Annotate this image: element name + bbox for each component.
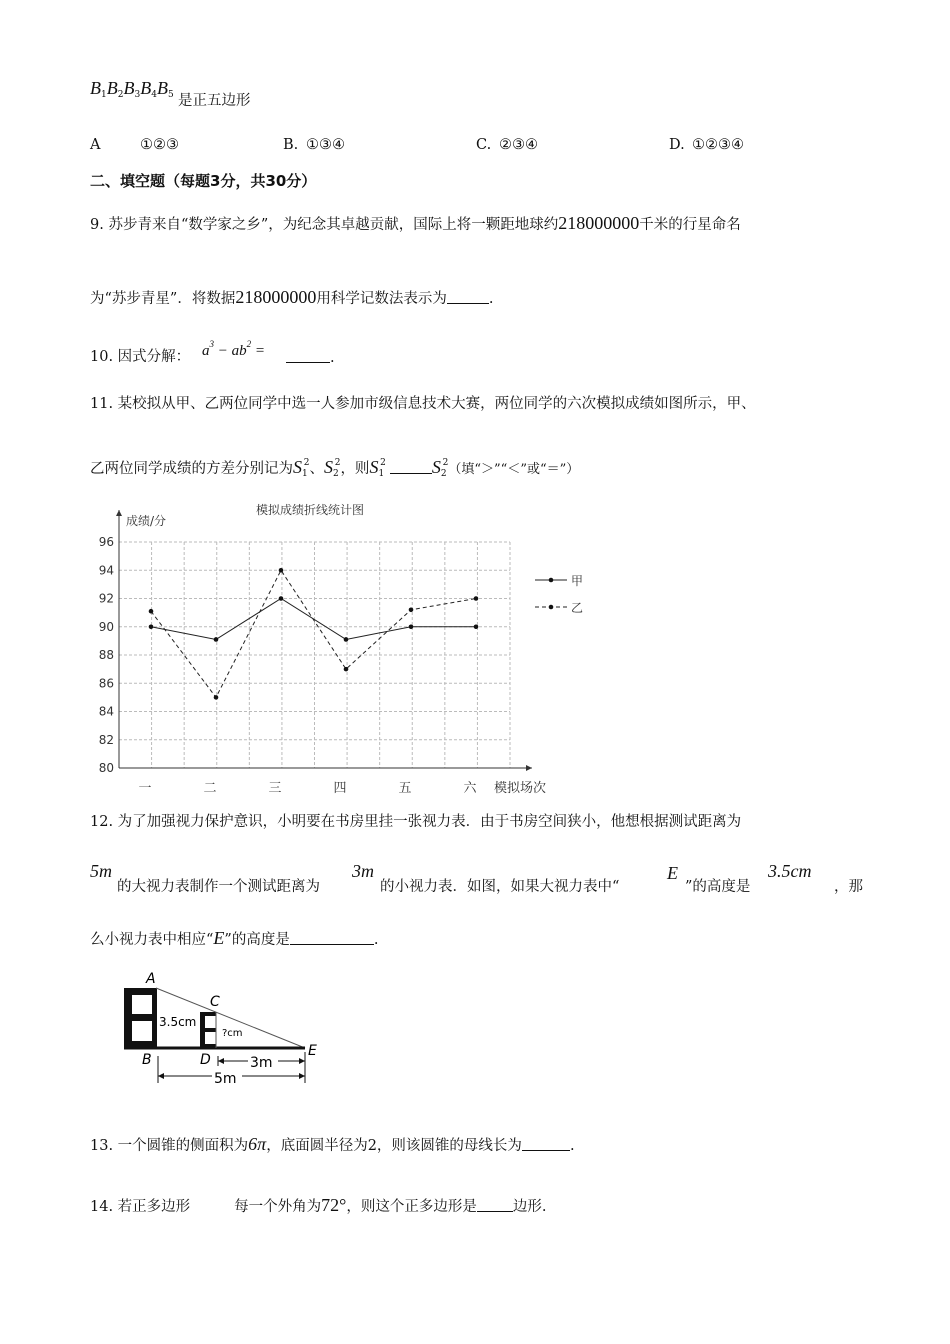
q12-period: . xyxy=(373,932,379,948)
option-b-value: ①③④ xyxy=(306,137,345,153)
x-tick-label: 六 xyxy=(463,781,477,796)
q11-number: 11. xyxy=(90,396,114,412)
legend-label: 乙 xyxy=(571,601,584,615)
q12-line2d: ，那 xyxy=(834,879,863,895)
q12-text: 为了加强视力保护意识，小明要在书房里挂一张视力表．由于书房空间狭小，他想根据测试距离为 xyxy=(117,814,742,830)
data-point xyxy=(149,624,154,629)
eye-chart-figure xyxy=(112,968,342,1093)
q11-line1 xyxy=(90,397,756,412)
subscript: 2 xyxy=(332,469,339,479)
chart-title: 模拟成绩折线统计图 xyxy=(255,503,365,517)
q10-answer xyxy=(286,350,335,366)
q9-line1 xyxy=(90,214,741,233)
pentagon-vertex: B xyxy=(123,78,135,98)
pentagon-vertex: B xyxy=(156,78,168,98)
separator: 、 xyxy=(309,461,324,477)
label-e: E xyxy=(308,1043,317,1059)
label-big-height: 3.5cm xyxy=(159,1015,197,1029)
y-tick-label: 96 xyxy=(98,535,114,549)
q12-line2c: ”的高度是 xyxy=(685,879,751,895)
x-tick-label: 五 xyxy=(398,781,412,796)
q12-line2 xyxy=(117,880,320,895)
label-d: D xyxy=(200,1052,211,1068)
data-point xyxy=(474,624,479,629)
q13-area: 6π xyxy=(248,1134,267,1154)
x-tick-label: 一 xyxy=(138,781,152,796)
q9-text-d: 用科学记数法表示为 xyxy=(316,291,447,307)
variance-symbol: S xyxy=(323,457,333,477)
exponent: 2 xyxy=(246,339,252,349)
x-tick-label: 三 xyxy=(268,781,282,796)
q9-number: 9. xyxy=(90,217,104,233)
y-tick-label: 92 xyxy=(98,591,114,606)
q9-line2 xyxy=(90,288,493,307)
q10-label xyxy=(90,350,190,365)
label-b: B xyxy=(142,1052,152,1068)
pentagon-vertex: B xyxy=(90,78,101,98)
x-axis-label: 模拟场次 xyxy=(494,781,547,796)
data-point xyxy=(344,637,349,642)
q10-number: 10. xyxy=(90,349,114,365)
q12-line2b xyxy=(380,880,619,895)
x-tick-label: 二 xyxy=(203,781,217,796)
data-point xyxy=(409,624,414,629)
y-tick-label: 82 xyxy=(98,732,114,747)
subscript: 2 xyxy=(440,469,447,479)
q12-height: 3.5cm xyxy=(768,861,812,881)
subscript: 4 xyxy=(151,90,157,100)
variance-symbol: S xyxy=(369,457,379,477)
subscript: 5 xyxy=(167,90,174,100)
section-heading: 二、填空题（每题3分，共30分） xyxy=(90,172,317,190)
q13-text-a: 一个圆锥的侧面积为 xyxy=(117,1138,249,1154)
q13-number: 13. xyxy=(90,1138,114,1154)
q12-text-e: ”的高度是 xyxy=(224,932,290,948)
subscript: 1 xyxy=(378,469,385,479)
variance-symbol: S xyxy=(431,457,441,477)
q12-distance-3m: 3m xyxy=(352,861,374,881)
expr-a: a xyxy=(202,343,210,359)
label-5m: 5m xyxy=(214,1071,237,1087)
q10-expression xyxy=(202,340,265,359)
expr-mid: − ab xyxy=(214,343,247,359)
subscript: 3 xyxy=(134,90,141,100)
series-line-2 xyxy=(151,570,476,697)
superscript: 2 xyxy=(334,458,341,468)
q11-then: ，则 xyxy=(340,461,370,477)
q9-text-b: 千米的行星命名 xyxy=(639,217,741,233)
data-point xyxy=(214,637,219,642)
option-b-letter: B. xyxy=(283,137,299,153)
q11-answer-blank[interactable] xyxy=(390,461,432,474)
q9-answer-blank[interactable] xyxy=(447,291,489,304)
q12-distance-5m: 5m xyxy=(90,861,112,881)
superscript: 2 xyxy=(442,458,449,468)
q11-text-b: 乙两位同学成绩的方差分别记为 xyxy=(90,461,293,477)
pentagon-statement xyxy=(90,79,174,100)
option-c-value: ②③④ xyxy=(499,137,538,153)
pentagon-vertex: B xyxy=(106,78,118,98)
q14-text-a: 若正多边形 xyxy=(117,1199,191,1215)
exponent: 3 xyxy=(209,339,214,349)
q11-text: 某校拟从甲、乙两位同学中选一人参加市级信息技术大赛，两位同学的六次模拟成绩如图所示，甲、 xyxy=(117,396,756,412)
q14-text-b: 每一个外角为 xyxy=(234,1199,322,1215)
q14-text-c: ，则这个正多边形是 xyxy=(346,1199,477,1215)
x-axis-arrow xyxy=(526,765,532,771)
data-point xyxy=(214,695,219,700)
option-c-letter: C. xyxy=(476,137,492,153)
option-d-letter: D. xyxy=(669,137,685,153)
q10-text: 因式分解： xyxy=(117,349,191,365)
data-point xyxy=(474,596,479,601)
q13-line xyxy=(90,1135,575,1154)
y-tick-label: 90 xyxy=(98,619,114,634)
y-tick-label: 88 xyxy=(98,648,114,662)
option-a-value: ①②③ xyxy=(140,137,179,153)
variance-symbol: S xyxy=(293,457,302,477)
q14-number: 14. xyxy=(90,1199,114,1215)
y-axis-label: 成绩/分 xyxy=(126,514,167,528)
data-point xyxy=(279,568,284,573)
q12-text-b: 的大视力表制作一个测试距离为 xyxy=(117,879,320,895)
label-small-height: ?cm xyxy=(222,1028,243,1039)
legend-label: 甲 xyxy=(571,574,584,588)
y-axis-arrow xyxy=(116,510,122,516)
data-point xyxy=(149,609,154,614)
small-e-shape xyxy=(200,1012,216,1048)
y-tick-label: 86 xyxy=(98,676,114,691)
q13-period: . xyxy=(569,1138,575,1154)
q12-answer-blank[interactable] xyxy=(290,932,374,945)
subscript: 1 xyxy=(101,90,107,100)
data-point xyxy=(344,667,349,672)
legend-marker xyxy=(549,605,554,610)
q9-period: . xyxy=(488,291,494,307)
q14-text-d: 边形. xyxy=(512,1199,547,1215)
superscript: 2 xyxy=(380,458,386,468)
legend-marker xyxy=(549,578,554,583)
q12-number: 12. xyxy=(90,814,114,830)
q10-period: . xyxy=(330,350,335,366)
label-c: C xyxy=(210,994,220,1010)
pentagon-text: 是正五边形 xyxy=(178,93,251,109)
label-a: A xyxy=(146,971,156,987)
q9-distance: 218000000 xyxy=(558,213,640,233)
q12-letter-e: E xyxy=(667,863,678,883)
x-tick-label: 四 xyxy=(333,781,347,796)
data-point xyxy=(279,596,284,601)
label-3m: 3m xyxy=(250,1055,273,1071)
q13-text-b: ，底面圆半径为2，则该圆锥的母线长为 xyxy=(266,1138,522,1154)
q12-line3 xyxy=(90,929,378,948)
y-tick-label: 84 xyxy=(98,704,114,719)
data-point xyxy=(409,608,414,613)
expr-eq: = xyxy=(251,343,265,359)
q12-line1 xyxy=(90,815,741,830)
option-a-letter: A xyxy=(90,137,101,153)
q14-answer-blank[interactable] xyxy=(477,1199,513,1212)
q12-text-d: 么小视力表中相应“ xyxy=(90,932,214,948)
superscript: 2 xyxy=(303,458,310,468)
q10-answer-blank[interactable] xyxy=(286,350,330,363)
q11-fill-hint: （填“＞”“＜”或“＝”） xyxy=(448,462,580,477)
subscript: 2 xyxy=(117,90,124,100)
q12-letter-e2: E xyxy=(213,928,225,948)
big-e-shape xyxy=(124,988,157,1048)
q14-line xyxy=(90,1196,546,1215)
y-tick-label: 94 xyxy=(98,563,114,578)
y-tick-label: 80 xyxy=(98,761,114,775)
q11-line2 xyxy=(90,458,579,479)
q9-data-number: 218000000 xyxy=(235,287,317,307)
q12-text-c: 的小视力表．如图，如果大视力表中“ xyxy=(380,879,620,895)
score-line-chart xyxy=(80,495,620,805)
pentagon-vertex: B xyxy=(140,78,152,98)
q13-answer-blank[interactable] xyxy=(522,1138,570,1151)
option-d-value: ①②③④ xyxy=(692,137,744,153)
q14-angle: 72° xyxy=(321,1195,347,1215)
q9-text-c: 为“苏步青星”．将数据 xyxy=(90,291,236,307)
q9-text-a: 苏步青来自“数学家之乡”，为纪念其卓越贡献，国际上将一颗距地球约 xyxy=(108,217,559,233)
subscript: 1 xyxy=(302,469,308,479)
